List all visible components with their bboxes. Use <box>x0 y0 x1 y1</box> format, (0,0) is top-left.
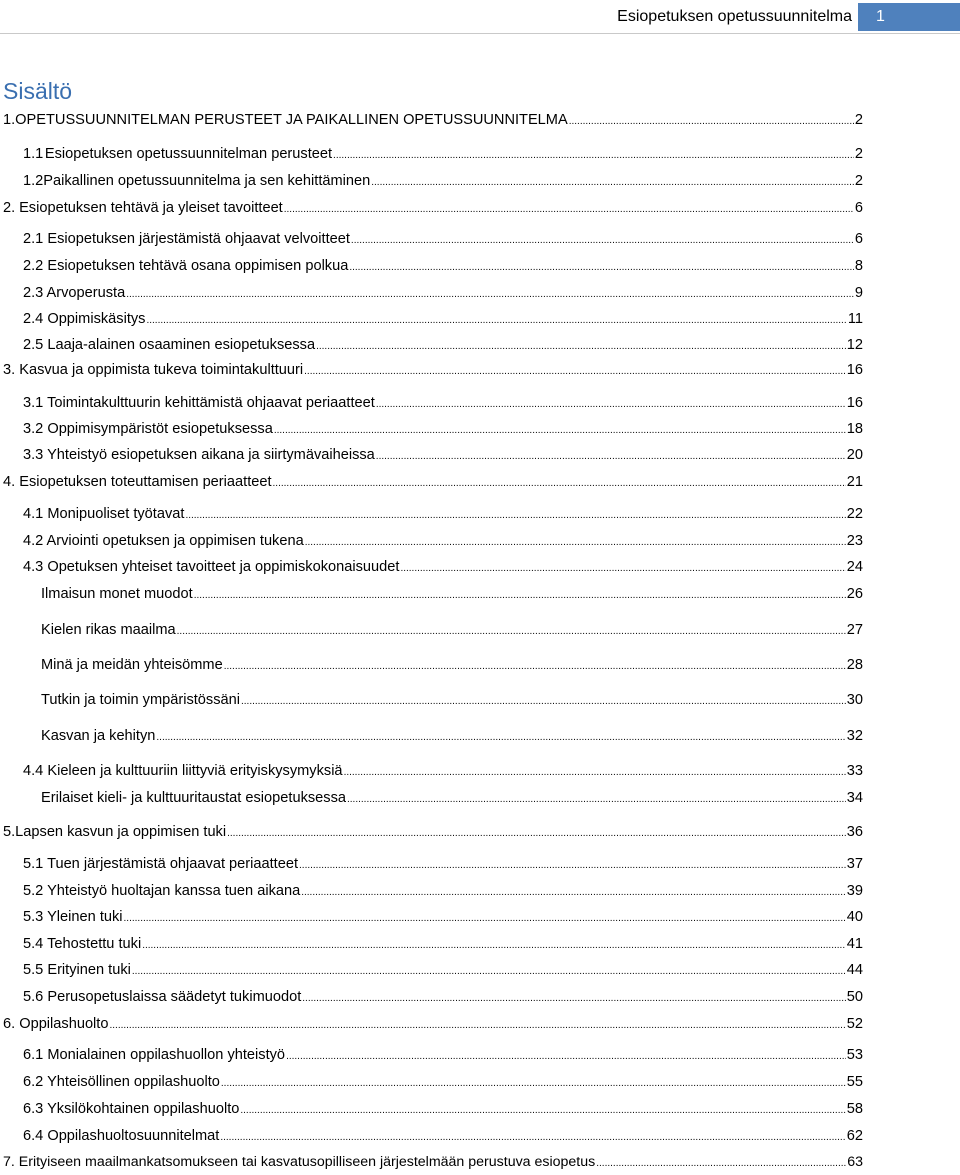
toc-entry-title: 4.1 Monipuoliset työtavat <box>23 506 185 522</box>
toc-entry-title: 5.3 Yleinen tuki <box>23 909 123 925</box>
toc-entry-page: 16 <box>846 362 863 378</box>
toc-entry[interactable] <box>3 197 863 219</box>
toc-entry[interactable] <box>41 654 863 676</box>
toc-entry[interactable] <box>23 503 863 525</box>
toc-leader <box>126 282 854 306</box>
toc-entry[interactable] <box>23 334 863 356</box>
toc-entry[interactable] <box>3 359 863 381</box>
toc-entry-page: 16 <box>846 395 863 411</box>
toc-leader <box>273 471 846 495</box>
toc-entry-page: 34 <box>846 790 863 806</box>
toc-leader <box>299 853 846 877</box>
toc-leader <box>241 689 846 713</box>
toc-entry[interactable] <box>23 308 863 330</box>
toc-entry-page: 2 <box>854 112 863 128</box>
toc-entry-page: 6 <box>854 231 863 247</box>
toc-entry-title: 7. Erityiseen maailmankatsomukseen tai kasvatusopilliseen järjestelmään perustuva esiopetus <box>3 1154 596 1170</box>
toc-entry-title: Esiopetuksen tehtävä ja yleiset tavoitteet <box>19 200 283 216</box>
toc-entry-page: 21 <box>846 474 863 490</box>
toc-leader <box>286 1044 846 1068</box>
toc-entry-title: 6.1 Monialainen oppilashuollon yhteistyö <box>23 1047 286 1063</box>
toc-entry-title: Kasvan ja kehityn <box>41 728 156 744</box>
toc-entry-title: 6.3 Yksilökohtainen oppilashuolto <box>23 1101 240 1117</box>
toc-entry-page: 28 <box>846 657 863 673</box>
toc-leader <box>146 308 846 332</box>
toc-heading: Sisältö <box>3 78 73 104</box>
toc-entry[interactable] <box>23 444 863 466</box>
toc-entry-page: 36 <box>846 824 863 840</box>
toc-entry[interactable] <box>23 906 863 928</box>
toc-entry-page: 63 <box>847 1154 863 1170</box>
toc-leader <box>224 654 846 678</box>
toc-entry-page: 6 <box>854 200 863 216</box>
toc-entry[interactable] <box>23 959 863 981</box>
toc-entry-page: 39 <box>846 883 863 899</box>
toc-leader <box>194 583 846 607</box>
toc-entry-page: 27 <box>846 622 863 638</box>
toc-entry[interactable] <box>23 1071 863 1093</box>
toc-entry[interactable] <box>3 1151 863 1173</box>
toc-entry-page: 9 <box>854 285 863 301</box>
toc-entry-page: 41 <box>846 936 863 952</box>
toc-entry-page: 53 <box>846 1047 863 1063</box>
toc-entry-title: 4.2 Arviointi opetuksen ja oppimisen tukena <box>23 533 304 549</box>
toc-entry-title: Minä ja meidän yhteisömme <box>41 657 223 673</box>
toc-entry[interactable] <box>23 143 863 165</box>
toc-entry[interactable] <box>23 880 863 902</box>
toc-leader <box>305 530 846 554</box>
toc-entry[interactable] <box>23 530 863 552</box>
toc-entry-number: 2. <box>3 200 16 216</box>
toc-leader <box>376 444 846 468</box>
toc-entry[interactable] <box>41 583 863 605</box>
toc-entry[interactable] <box>23 170 863 192</box>
header-page-number: 1 <box>858 3 960 31</box>
toc-leader <box>124 906 846 930</box>
toc-entry-title: OPETUSSUUNNITELMAN PERUSTEET JA PAIKALLINEN OPETUSSUUNNITELMA <box>15 112 568 128</box>
toc-entry[interactable] <box>23 228 863 250</box>
toc-leader <box>596 1151 846 1175</box>
toc-leader <box>220 1125 845 1149</box>
toc-entry[interactable] <box>23 1098 863 1120</box>
toc-entry-title: 4.4 Kieleen ja kulttuuriin liittyviä erityiskysymyksiä <box>23 763 343 779</box>
toc-leader <box>132 959 846 983</box>
toc-entry-title: 3.3 Yhteistyö esiopetuksen aikana ja siirtymävaiheissa <box>23 447 375 463</box>
toc-entry[interactable] <box>3 109 863 131</box>
toc-entry-title: 6.2 Yhteisöllinen oppilashuolto <box>23 1074 220 1090</box>
toc-entry-page: 62 <box>846 1128 863 1144</box>
toc-entry-page: 24 <box>846 559 863 575</box>
toc-entry[interactable] <box>23 986 863 1008</box>
toc-entry-title: 2.1 Esiopetuksen järjestämistä ohjaavat velvoitteet <box>23 231 350 247</box>
toc-entry-page: 23 <box>846 533 863 549</box>
toc-leader <box>344 760 846 784</box>
toc-entry-title: 5.1 Tuen järjestämistä ohjaavat periaatteet <box>23 856 299 872</box>
toc-leader <box>333 143 854 167</box>
toc-leader <box>569 109 854 133</box>
toc-entry-title: 5.5 Erityinen tuki <box>23 962 131 978</box>
toc-entry-page: 18 <box>846 421 863 437</box>
toc-leader <box>301 880 846 904</box>
toc-entry-title: 5.2 Yhteistyö huoltajan kanssa tuen aikana <box>23 883 301 899</box>
toc-leader <box>371 170 854 194</box>
toc-leader <box>376 392 846 416</box>
toc-leader <box>304 359 846 383</box>
toc-entry-page: 44 <box>846 962 863 978</box>
toc-entry[interactable] <box>23 418 863 440</box>
toc-leader <box>274 418 846 442</box>
toc-entry-title: Erilaiset kieli- ja kulttuuritaustat esiopetuksessa <box>41 790 346 806</box>
toc-leader <box>156 725 845 749</box>
header-title: Esiopetuksen opetussuunnitelma <box>617 8 852 25</box>
toc-entry-page: 2 <box>854 146 863 162</box>
toc-entry-title: Tutkin ja toimin ympäristössäni <box>41 692 240 708</box>
toc-entry-page: 2 <box>854 173 863 189</box>
toc-leader <box>185 503 845 527</box>
toc-entry-title: 2.2 Esiopetuksen tehtävä osana oppimisen polkua <box>23 258 349 274</box>
toc-entry-page: 58 <box>846 1101 863 1117</box>
toc-entry-number: 1. <box>3 112 16 128</box>
toc-leader <box>400 556 845 580</box>
toc-leader <box>284 197 854 221</box>
toc-entry-page: 32 <box>846 728 863 744</box>
toc-entry-title: 2.3 Arvoperusta <box>23 285 126 301</box>
toc-entry-title: Lapsen kasvun ja oppimisen tuki <box>15 824 227 840</box>
toc-entry-page: 37 <box>846 856 863 872</box>
toc-entry-number: 1.1 <box>23 146 44 162</box>
toc-entry[interactable] <box>23 1044 863 1066</box>
toc-entry[interactable] <box>23 933 863 955</box>
toc-entry-page: 30 <box>846 692 863 708</box>
toc-entry-title: 5.4 Tehostettu tuki <box>23 936 142 952</box>
toc-leader <box>142 933 846 957</box>
toc-entry-title: 3.2 Oppimisympäristöt esiopetuksessa <box>23 421 273 437</box>
toc-entry-title: 3.1 Toimintakulttuurin kehittämistä ohjaavat periaatteet <box>23 395 375 411</box>
toc-entry[interactable] <box>3 1013 863 1035</box>
toc-entry-page: 52 <box>846 1016 863 1032</box>
toc-entry[interactable] <box>23 1125 863 1147</box>
toc-entry-title: 4.3 Opetuksen yhteiset tavoitteet ja oppimiskokonaisuudet <box>23 559 400 575</box>
toc-entry[interactable] <box>23 556 863 578</box>
toc-entry-page: 20 <box>846 447 863 463</box>
toc-leader <box>316 334 846 358</box>
toc-leader <box>109 1013 845 1037</box>
toc-entry[interactable] <box>41 619 863 641</box>
toc-entry-title: Kielen rikas maailma <box>41 622 176 638</box>
toc-entry[interactable] <box>23 282 863 304</box>
toc-entry-title: 2.5 Laaja-alainen osaaminen esiopetuksessa <box>23 337 316 353</box>
toc-entry-page: 50 <box>846 989 863 1005</box>
toc-entry-page: 8 <box>854 258 863 274</box>
toc-entry-page: 55 <box>846 1074 863 1090</box>
toc-leader <box>347 787 846 811</box>
toc-entry-title: 3. Kasvua ja oppimista tukeva toimintakulttuuri <box>3 362 304 378</box>
toc-entry-page: 26 <box>846 586 863 602</box>
toc-entry[interactable] <box>3 471 863 493</box>
toc-entry[interactable] <box>3 821 863 843</box>
toc-leader <box>221 1071 846 1095</box>
toc-entry[interactable] <box>23 760 863 782</box>
toc-entry-title: 4. Esiopetuksen toteuttamisen periaatteet <box>3 474 272 490</box>
toc-entry-title: 6.4 Oppilashuoltosuunnitelmat <box>23 1128 220 1144</box>
toc-entry[interactable] <box>41 725 863 747</box>
toc-leader <box>240 1098 845 1122</box>
toc-leader <box>349 255 854 279</box>
toc-entry[interactable] <box>41 787 863 809</box>
toc-entry-page: 22 <box>846 506 863 522</box>
toc-entry-number: 1.2 <box>23 173 44 189</box>
toc-entry-title: Esiopetuksen opetussuunnitelman perusteet <box>44 146 333 162</box>
toc-entry-title: 2.4 Oppimiskäsitys <box>23 311 146 327</box>
toc-entry[interactable] <box>23 255 863 277</box>
toc-leader <box>177 619 846 643</box>
toc-entry-page: 33 <box>846 763 863 779</box>
toc-leader <box>227 821 846 845</box>
toc-entry[interactable] <box>23 853 863 875</box>
toc-leader <box>302 986 846 1010</box>
toc-entry[interactable] <box>23 392 863 414</box>
toc-entry-title: 5.6 Perusopetuslaissa säädetyt tukimuodot <box>23 989 302 1005</box>
toc-entry-title: 6. Oppilashuolto <box>3 1016 109 1032</box>
toc-entry-page: 12 <box>846 337 863 353</box>
toc-entry-page: 40 <box>846 909 863 925</box>
toc-entry-title: Paikallinen opetussuunnitelma ja sen kehittäminen <box>43 173 371 189</box>
toc-entry-title: Ilmaisun monet muodot <box>41 586 193 602</box>
toc-entry-number: 5. <box>3 824 16 840</box>
toc-entry[interactable] <box>41 689 863 711</box>
toc-leader <box>351 228 854 252</box>
toc-entry-page: 11 <box>847 311 863 327</box>
